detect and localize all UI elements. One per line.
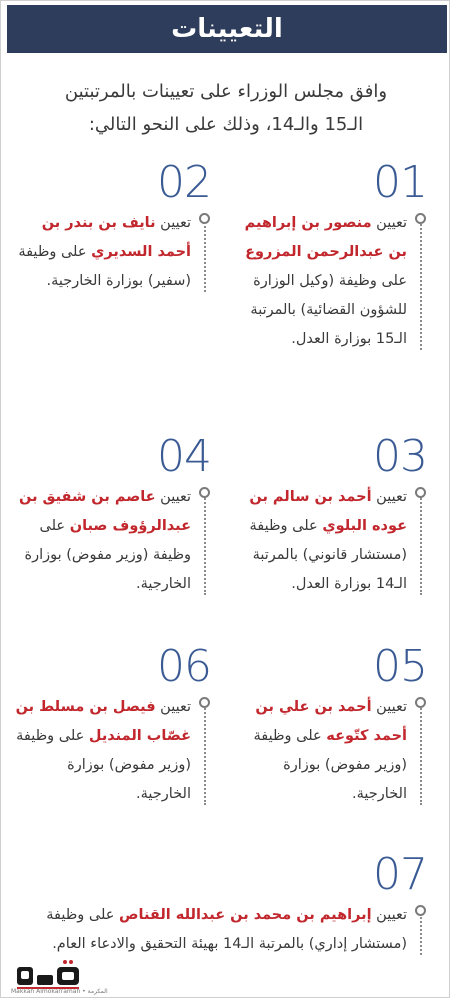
appointment-03	[231, 431, 427, 599]
timeline-dot	[199, 487, 210, 498]
item-number: 03	[373, 431, 427, 482]
item-text	[15, 483, 211, 599]
appointee-name: نايف بن بندر بن أحمد السديري	[41, 215, 191, 260]
item-description: على وظيفة (وزير مفوض) بوزارة الخارجية.	[253, 728, 407, 802]
item-text	[231, 209, 427, 354]
item-description: على وظيفة (وكيل الوزارة للشؤون القضائية) بالمرتبة الـ15 بوزارة العدل.	[250, 273, 407, 347]
item-text	[19, 901, 427, 959]
appointee-name: أحمد بن علي بن أحمد كتّوعه	[255, 699, 407, 744]
intro-line-2: الـ15 والـ14، وذلك على النحو التالي:	[88, 114, 364, 135]
page-title: التعيينات	[7, 5, 447, 53]
timeline-dot	[199, 213, 210, 224]
item-prefix: تعيين	[371, 215, 407, 231]
item-number: 05	[373, 641, 427, 692]
item-description: على وظيفة (مستشار إداري) بالمرتبة الـ14 بهيئة التحقيق والادعاء العام.	[46, 907, 407, 952]
appointment-05	[231, 641, 427, 809]
appointment-02	[15, 157, 211, 296]
logo-subtitle: Makkah Almokarramah • المكرمة	[11, 988, 108, 995]
appointee-name: فيصل بن مسلط بن غصّاب المنديل	[15, 699, 191, 744]
timeline-line	[204, 495, 206, 595]
timeline-line	[204, 221, 206, 292]
appointee-name: عاصم بن شفيق بن عبدالرؤوف صبان	[19, 489, 191, 534]
timeline-dot	[415, 487, 426, 498]
item-text	[15, 693, 211, 809]
item-prefix: تعيين	[155, 699, 191, 715]
item-text	[231, 693, 427, 809]
item-number: 07	[373, 849, 427, 900]
appointee-name: منصور بن إبراهيم بن عبدالرحمن المزروع	[244, 215, 407, 260]
item-text	[231, 483, 427, 599]
item-description: على وظيفة (مستشار قانوني) بالمرتبة الـ14 بوزارة العدل.	[249, 518, 407, 592]
item-number: 04	[157, 431, 211, 482]
appointee-name: أحمد بن سالم بن عوده البلوي	[249, 489, 407, 534]
item-prefix: تعيين	[371, 489, 407, 505]
item-prefix: تعيين	[371, 699, 407, 715]
timeline-dot	[415, 905, 426, 916]
item-prefix: تعيين	[371, 907, 407, 923]
appointment-04	[15, 431, 211, 599]
timeline-dot	[415, 697, 426, 708]
timeline-dot	[199, 697, 210, 708]
appointment-01	[231, 157, 427, 354]
appointee-name: إبراهيم بن محمد بن عبدالله القناص	[119, 907, 372, 923]
timeline-line	[420, 705, 422, 805]
item-description: على وظيفة (سفير) بوزارة الخارجية.	[18, 244, 191, 289]
item-description: على وظيفة (وزير مفوض) بوزارة الخارجية.	[24, 518, 191, 592]
intro-text	[21, 75, 431, 145]
item-prefix: تعيين	[155, 489, 191, 505]
item-text	[15, 209, 211, 296]
timeline-line	[420, 913, 422, 955]
appointment-07	[19, 849, 427, 959]
item-number: 06	[157, 641, 211, 692]
item-number: 01	[373, 157, 427, 208]
timeline-dot	[415, 213, 426, 224]
timeline-line	[420, 221, 422, 350]
item-prefix: تعيين	[155, 215, 191, 231]
timeline-line	[420, 495, 422, 595]
item-number: 02	[157, 157, 211, 208]
appointment-06	[15, 641, 211, 809]
item-description: على وظيفة (وزير مفوض) بوزارة الخارجية.	[16, 728, 191, 802]
timeline-line	[204, 705, 206, 805]
intro-line-1: وافق مجلس الوزراء على تعيينات بالمرتبتين	[64, 81, 388, 102]
